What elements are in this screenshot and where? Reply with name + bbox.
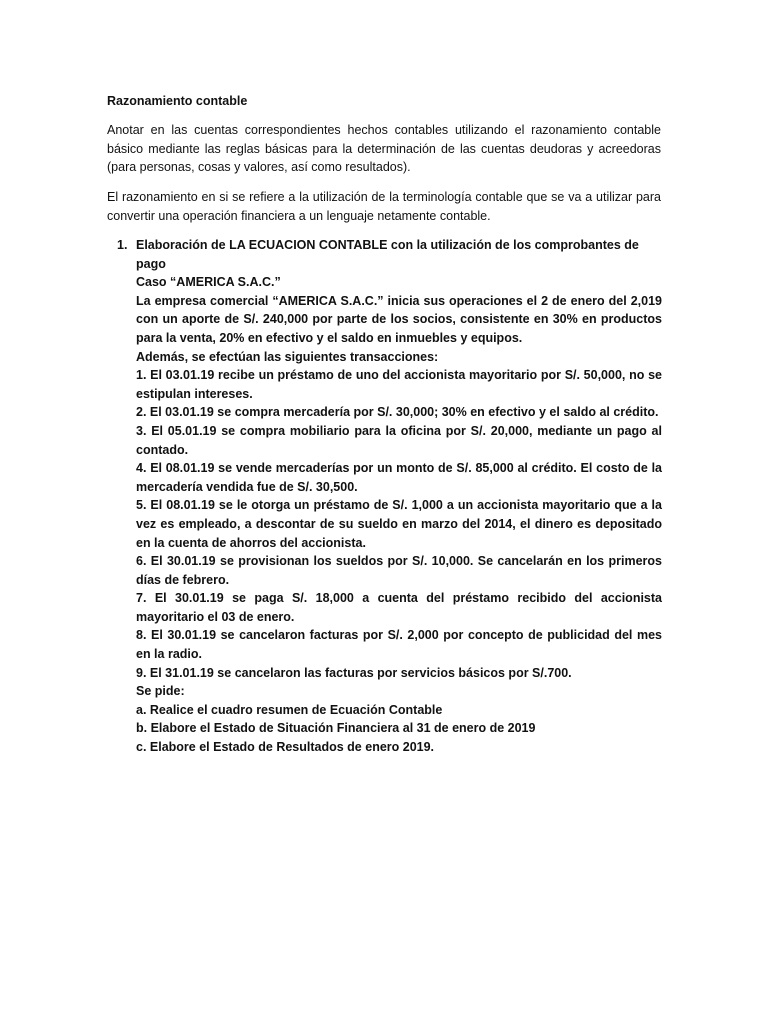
transaction-item: 2. El 03.01.19 se compra mercadería por S/. 30,000; 30% en efectivo y el saldo al crédito. bbox=[136, 405, 659, 420]
transaction-item: 1. El 03.01.19 recibe un préstamo de uno del accionista mayoritario por S/. 50,000, no se estipulan intereses. bbox=[136, 368, 662, 401]
list-item-number: 1. bbox=[117, 238, 128, 252]
case-name: Caso “AMERICA S.A.C.” bbox=[136, 275, 281, 290]
requests-intro: Se pide: bbox=[136, 684, 185, 699]
exercise-block bbox=[136, 236, 662, 757]
transaction-item: 8. El 30.01.19 se cancelaron facturas por S/. 2,000 por concepto de publicidad del mes en la radio. bbox=[136, 628, 662, 662]
transaction-item: 4. El 08.01.19 se vende mercaderías por un monto de S/. 85,000 al crédito. El costo de la mercadería vendida fue de S/. 30,500. bbox=[136, 461, 662, 494]
exercise-title: Elaboración de LA ECUACION CONTABLE con la utilización de los comprobantes de pago bbox=[136, 238, 639, 271]
request-item: c. Elabore el Estado de Resultados de enero 2019. bbox=[136, 740, 435, 755]
case-intro: La empresa comercial “AMERICA S.A.C.” inicia sus operaciones el 2 de enero del 2,019 con un aporte de S/. 240,000 por parte de los socios, consistente en 30% en productos para la venta, 20% en efectivo y el saldo en inmuebles y equipos. bbox=[136, 293, 662, 345]
request-item: b. Elabore el Estado de Situación Financiera al 31 de enero de 2019 bbox=[136, 721, 536, 736]
transaction-item: 5. El 08.01.19 se le otorga un préstamo de S/. 1,000 a un accionista mayoritario que a la vez es empleado, a descontar de su sueldo en marzo del 2014, el dinero es depositado en la cuenta de ahorros del accionista. bbox=[136, 498, 662, 550]
transactions-intro: Además, se efectúan las siguientes transacciones: bbox=[136, 349, 439, 364]
request-item: a. Realice el cuadro resumen de Ecuación Contable bbox=[136, 702, 443, 717]
document-heading: Razonamiento contable bbox=[107, 94, 248, 108]
transaction-item: 7. El 30.01.19 se paga S/. 18,000 a cuenta del préstamo recibido del accionista mayoritario el 03 de enero. bbox=[136, 591, 662, 624]
reasoning-paragraph: El razonamiento en si se refiere a la utilización de la terminología contable que se va a utilizar para convertir una operación financiera a un lenguaje netamente contable. bbox=[107, 190, 661, 223]
transaction-item: 3. El 05.01.19 se compra mobiliario para la oficina por S/. 20,000, mediante un pago al contado. bbox=[136, 423, 662, 457]
transaction-item: 6. El 30.01.19 se provisionan los sueldos por S/. 10,000. Se cancelarán en los primeros días de febrero. bbox=[136, 554, 662, 587]
intro-paragraph: Anotar en las cuentas correspondientes hechos contables utilizando el razonamiento contable básico mediante las reglas básicas para la determinación de las cuentas deudoras y acreedoras (para personas, cosas y valores, así como resultados). bbox=[107, 123, 661, 174]
transaction-item: 9. El 31.01.19 se cancelaron las facturas por servicios básicos por S/.700. bbox=[136, 665, 572, 680]
